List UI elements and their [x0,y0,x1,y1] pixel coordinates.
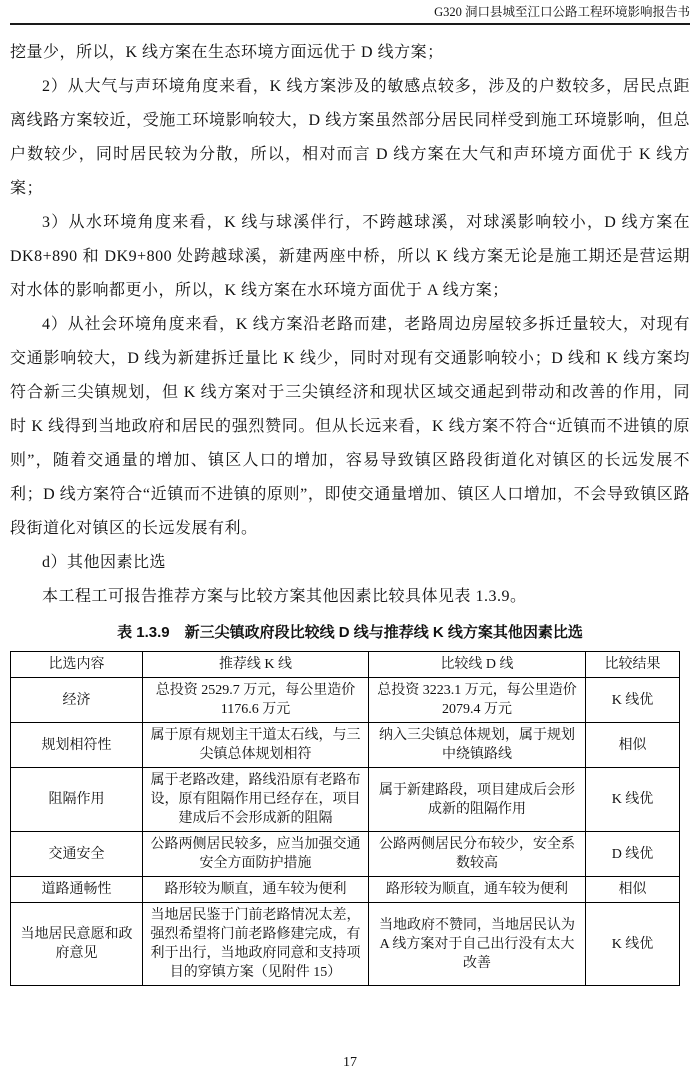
table-row [11,903,680,986]
cell-result: K 线优 [586,903,680,986]
paragraph-other-factors-heading: d）其他因素比选 [42,554,167,571]
cell-d-line: 纳入三尖镇总体规划，属于规划中绕镇路线 [369,723,586,768]
cell-d-line: 路形较为顺直，通车较为便利 [369,877,586,903]
cell-d-line: 属于新建路段，项目建成后会形成新的阻隔作用 [369,768,586,832]
column-header-recommended-k: 推荐线 K 线 [143,652,369,678]
cell-k-line: 属于原有规划主干道太石线，与三尖镇总体规划相符 [143,723,369,768]
table-caption: 表 1.3.9 新三尖镇政府段比较线 D 线与推荐线 K 线方案其他因素比选 [117,624,583,641]
page-number: 17 [343,1055,357,1070]
cell-item: 当地居民意愿和政府意见 [11,903,143,986]
cell-result: K 线优 [586,768,680,832]
body-text [10,36,690,614]
cell-d-line: 公路两侧居民分布较少，安全系数较高 [369,832,586,877]
paragraph-water: 3）从水环境角度来看，K 线与球溪伴行，不跨越球溪，对球溪影响较小，D 线方案在 DK8+890 和 DK9+800 处跨越球溪，新建两座中桥，所以 K 线方案无论是施工期还是营运期对水体的影响都更小，所以，K 线方案在水环境方面优于 A 线方案； [10,214,690,299]
cell-item: 经济 [11,678,143,723]
cell-k-line: 公路两侧居民较多，应当加强交通安全方面防护措施 [143,832,369,877]
cell-k-line: 当地居民鉴于门前老路情况太差，强烈希望将门前老路修建完成，有利于出行，当地政府同意和支持项目的穿镇方案（见附件 15） [143,903,369,986]
cell-item: 阻隔作用 [11,768,143,832]
table-row [11,832,680,877]
cell-k-line: 总投资 2529.7 万元，每公里造价 1176.6 万元 [143,678,369,723]
table-header-row [11,652,680,678]
cell-k-line: 属于老路改建，路线沿原有老路布设，原有阻隔作用已经存在，项目建成后不会形成新的阻隔 [143,768,369,832]
comparison-table [10,651,680,986]
paragraph-table-reference: 本工程工可报告推荐方案与比较方案其他因素比较具体见表 1.3.9。 [42,588,527,605]
column-header-item: 比选内容 [11,652,143,678]
paragraph-continuation: 挖量少，所以，K 线方案在生态环境方面远优于 D 线方案； [10,44,444,61]
cell-item: 交通安全 [11,832,143,877]
cell-result: D 线优 [586,832,680,877]
table-row [11,723,680,768]
column-header-compared-d: 比较线 D 线 [369,652,586,678]
cell-item: 规划相符性 [11,723,143,768]
table-row [11,877,680,903]
paragraph-social: 4）从社会环境角度来看，K 线方案沿老路而建，老路周边房屋较多拆迁量较大，对现有交通影响较大，D 线为新建拆迁量比 K 线少，同时对现有交通影响较小；D 线和 K 线方案均符合新三尖镇规划，但 K 线方案对于三尖镇经济和现状区域交通起到带动和改善的作用，同时 K 线得到当地政府和居民的强烈赞同。但从长远来看，K 线方案不符合“近镇而不进镇的原则”，随着交通量的增加、镇区人口的增加，容易导致镇区路段街道化对镇区的长远发展不利；D 线方案符合“近镇而不进镇的原则”，即使交通量增加、镇区人口增加，不会导致镇区路段街道化对镇区的长远发展有利。 [10,316,690,537]
cell-d-line: 总投资 3223.1 万元，每公里造价 2079.4 万元 [369,678,586,723]
cell-result: K 线优 [586,678,680,723]
cell-result: 相似 [586,723,680,768]
report-title: G320 洞口县城至江口公路工程环境影响报告书 [434,5,690,19]
column-header-result: 比较结果 [586,652,680,678]
table-row [11,678,680,723]
page-header [10,0,690,25]
cell-item: 道路通畅性 [11,877,143,903]
cell-result: 相似 [586,877,680,903]
cell-d-line: 当地政府不赞同，当地居民认为 A 线方案对于自己出行没有太大改善 [369,903,586,986]
table-row [11,768,680,832]
paragraph-air-noise: 2）从大气与声环境角度来看，K 线方案涉及的敏感点较多，涉及的户数较多，居民点距离线路方案较近，受施工环境影响较大，D 线方案虽然部分居民同样受到施工环境影响，但总户数较少，同时居民较为分散，所以，相对而言 D 线方案在大气和声环境方面优于 K 线方案； [10,78,690,197]
cell-k-line: 路形较为顺直，通车较为便利 [143,877,369,903]
